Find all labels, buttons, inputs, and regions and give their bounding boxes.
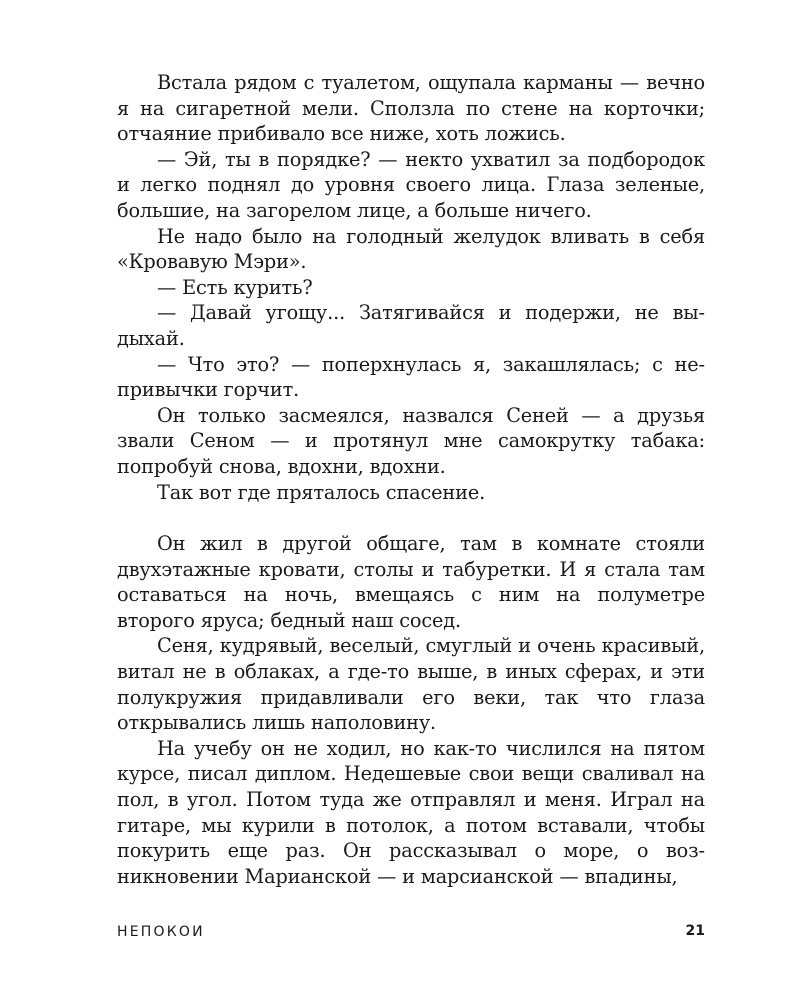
paragraph: Сеня, кудрявый, веселый, смуглый и очень красивый, витал не в облаках, а где-то выше, в иных сферах, и эти полукружия придавливали его веки, так что глаза открывались лишь наполовину.: [117, 634, 705, 735]
paragraph: На учебу он не ходил, но как-то числился на пятом курсе, писал диплом. Недешевые свои вещи сваливал на пол, в угол. Потом туда же отправлял и меня. Играл на гитаре, мы курили в потолок, а потом вставали, чтобы покурить еще раз. Он рассказывал о море, о возникновении Марианской — и марсианской — впадины,: [117, 736, 705, 888]
body-text: [117, 70, 705, 889]
paragraph: Он жил в другой общаге, там в комнате стояли двухэтажные кровати, столы и табуретки. И я стала там оставаться на ночь, вмещаясь с ним на полуметре второго яруса; бедный наш сосед.: [117, 532, 705, 632]
paragraph: Не надо было на голодный желудок вливать в себя «Кровавую Мэри».: [117, 224, 705, 274]
section-break: [117, 505, 705, 531]
paragraph: — Давай угощу... Затягивайся и подержи, не выдыхай.: [117, 301, 705, 350]
paragraph: — Есть курить?: [157, 275, 313, 299]
paragraph: Встала рядом с туалетом, ощупала карманы — вечно я на сигаретной мели. Сползла по стене на корточки; отчаяние прибивало все ниже, хоть ложись.: [117, 71, 705, 146]
paragraph: Так вот где пряталось спасение.: [157, 480, 486, 504]
page-number: 21: [685, 923, 705, 939]
paragraph: — Эй, ты в порядке? — некто ухватил за подбородок и легко поднял до уровня своего лица. Глаза зеленые, большие, на загорелом лице, а больше ничего.: [117, 147, 705, 222]
running-footer-title: НЕПОКОИ: [117, 924, 205, 940]
paragraph: Он только засмеялся, назвался Сеней — а друзья звали Сеном — и протянул мне самокрутку табака: попробуй снова, вдохни, вдохни.: [117, 403, 705, 478]
paragraph: — Что это? — поперхнулась я, закашлялась; с непривычки горчит.: [117, 352, 705, 402]
